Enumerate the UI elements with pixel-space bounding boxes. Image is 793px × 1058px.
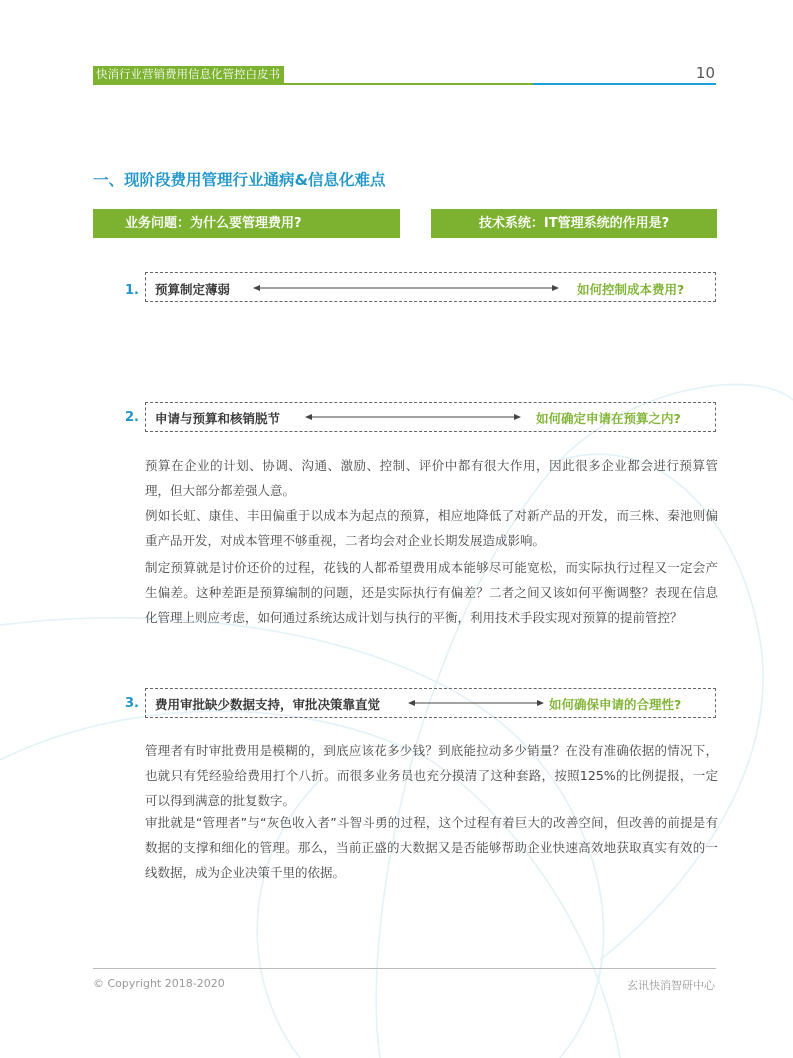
double-headed-arrow-icon bbox=[253, 284, 559, 292]
header-rule-green bbox=[93, 83, 533, 85]
page-number: 10 bbox=[695, 64, 715, 82]
item-3-issue: 费用审批缺少数据支持，审批决策靠直觉 bbox=[155, 697, 381, 712]
business-question-header: 业务问题：为什么要管理费用? bbox=[93, 209, 400, 238]
item-2-paragraph: 预算在企业的计划、协调、沟通、激励、控制、评价中都有很大作用，因此很多企业都会进行预算管理，但大部分都差强人意。 bbox=[145, 458, 718, 498]
section-title: 一、现阶段费用管理行业通病&信息化难点 bbox=[93, 171, 386, 189]
item-3-question: 如何确保申请的合理性? bbox=[549, 697, 682, 712]
item-2-number: 2. bbox=[125, 410, 139, 425]
footer-organization: 玄讯快消智研中心 bbox=[627, 979, 715, 992]
item-3-paragraph: 管理者有时审批费用是模糊的，到底应该花多少钱？到底能拉动多少销量？在没有准确依据的情况下，也就只有凭经验给费用打个八折。而很多业务员也充分摸清了这种套路，按照125%的比例提报，一定可以得到满意的批复数字。 bbox=[145, 743, 718, 808]
item-2-issue: 申请与预算和核销脱节 bbox=[155, 411, 281, 426]
copyright: © Copyright 2018-2020 bbox=[93, 977, 225, 990]
item-2-question: 如何确定申请在预算之内? bbox=[536, 411, 681, 426]
double-headed-arrow-icon bbox=[305, 413, 521, 421]
item-2-paragraph: 例如长虹、康佳、丰田偏重于以成本为起点的预算，相应地降低了对新产品的开发，而三株、秦池则偏重产品开发，对成本管理不够重视，二者均会对企业长期发展造成影响。 bbox=[145, 508, 718, 548]
footer-rule bbox=[93, 968, 716, 969]
item-1-number: 1. bbox=[125, 283, 139, 298]
tech-system-header: 技术系统：IT管理系统的作用是? bbox=[431, 209, 717, 238]
double-headed-arrow-icon bbox=[408, 699, 544, 707]
item-3-number: 3. bbox=[125, 696, 139, 711]
document-title-tag: 快消行业营销费用信息化管控白皮书 bbox=[93, 66, 284, 83]
item-2-paragraph: 制定预算就是讨价还价的过程，花钱的人都希望费用成本能够尽可能宽松，而实际执行过程又一定会产生偏差。这种差距是预算编制的问题，还是实际执行有偏差？二者之间又该如何平衡调整？表现在信息化管理上则应考虑，如何通过系统达成计划与执行的平衡，利用技术手段实现对预算的提前管控？ bbox=[145, 560, 718, 625]
item-3-paragraph: 审批就是“管理者”与“灰色收入者”斗智斗勇的过程，这个过程有着巨大的改善空间，但改善的前提是有数据的支撑和细化的管理。那么，当前正盛的大数据又是否能够帮助企业快速高效地获取真实有效的一线数据，成为企业决策千里的依据。 bbox=[145, 815, 718, 880]
item-1-issue: 预算制定薄弱 bbox=[155, 282, 231, 297]
header-rule-blue bbox=[533, 83, 716, 85]
item-1-question: 如何控制成本费用? bbox=[577, 282, 685, 297]
